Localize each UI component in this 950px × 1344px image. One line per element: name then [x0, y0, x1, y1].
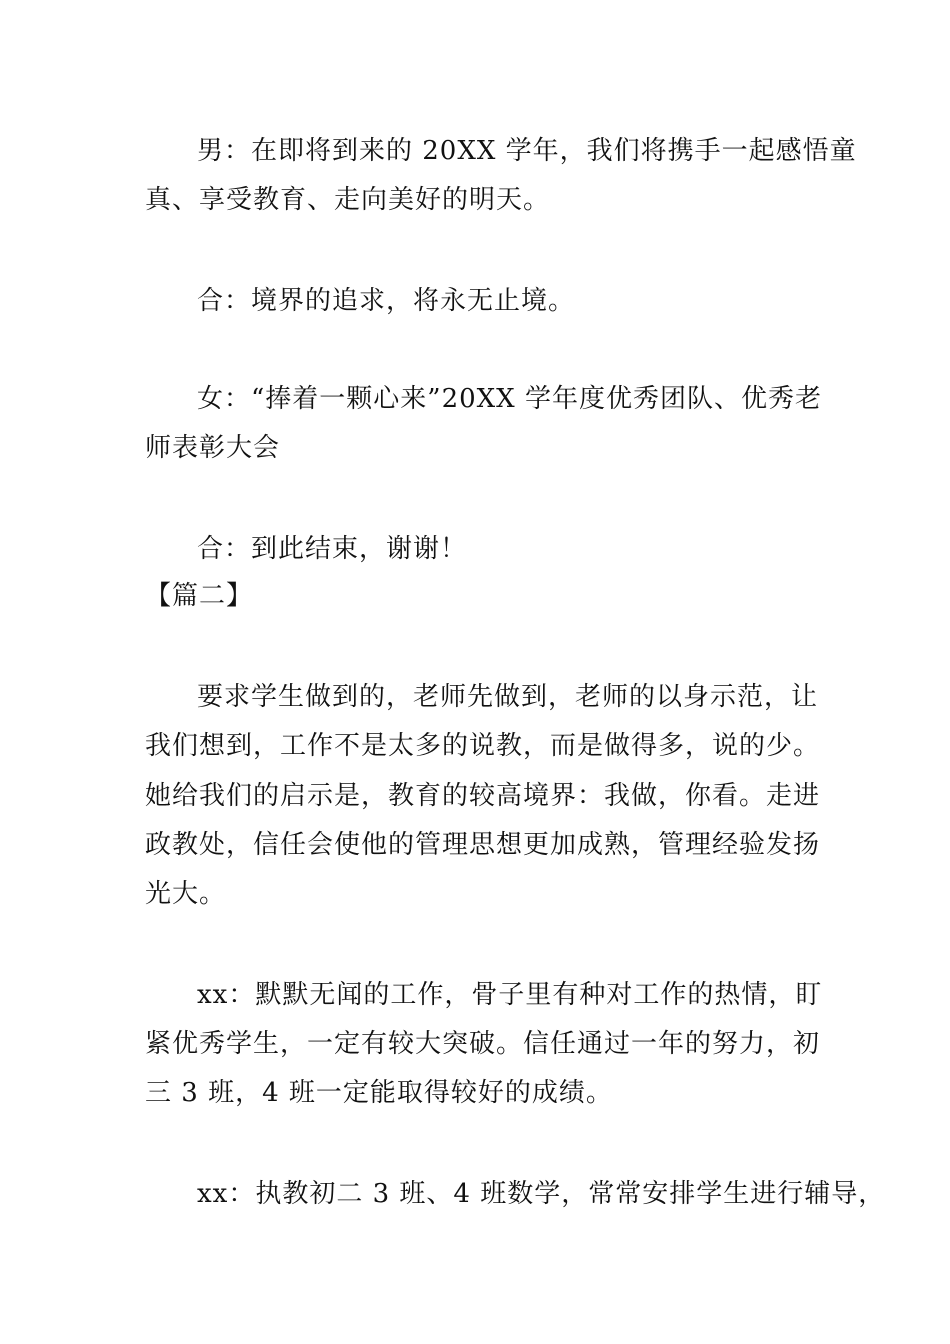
- paragraph-line: 女：“捧着一颗心来”20XX 学年度优秀团队、优秀老: [197, 384, 822, 414]
- paragraph-line: 要求学生做到的，老师先做到，老师的以身示范，让: [197, 682, 819, 712]
- paragraph-line: 政教处，信任会使他的管理思想更加成熟，管理经验发扬: [145, 830, 821, 860]
- paragraph-line: 合：境界的追求，将永无止境。: [197, 286, 576, 316]
- paragraph-line: 她给我们的启示是，教育的较高境界：我做，你看。走进: [145, 781, 821, 811]
- paragraph-line: 男：在即将到来的 20XX 学年，我们将携手一起感悟童: [197, 136, 857, 166]
- section-heading: 【篇二】: [145, 581, 254, 611]
- paragraph-line: 合：到此结束，谢谢！: [197, 534, 468, 564]
- paragraph-line: 我们想到，工作不是太多的说教，而是做得多，说的少。: [145, 731, 821, 761]
- paragraph-line: xx：默默无闻的工作，骨子里有种对工作的热情，盯: [197, 980, 823, 1010]
- paragraph-line: 真、享受教育、走向美好的明天。: [145, 185, 551, 215]
- paragraph-line: 三 3 班，4 班一定能取得较好的成绩。: [145, 1078, 613, 1108]
- paragraph-line: 光大。: [145, 879, 227, 909]
- paragraph-line: xx：执教初二 3 班、4 班数学，常常安排学生进行辅导，: [197, 1179, 886, 1209]
- paragraph-line: 紧优秀学生，一定有较大突破。信任通过一年的努力，初: [145, 1029, 821, 1059]
- paragraph-line: 师表彰大会: [145, 433, 281, 463]
